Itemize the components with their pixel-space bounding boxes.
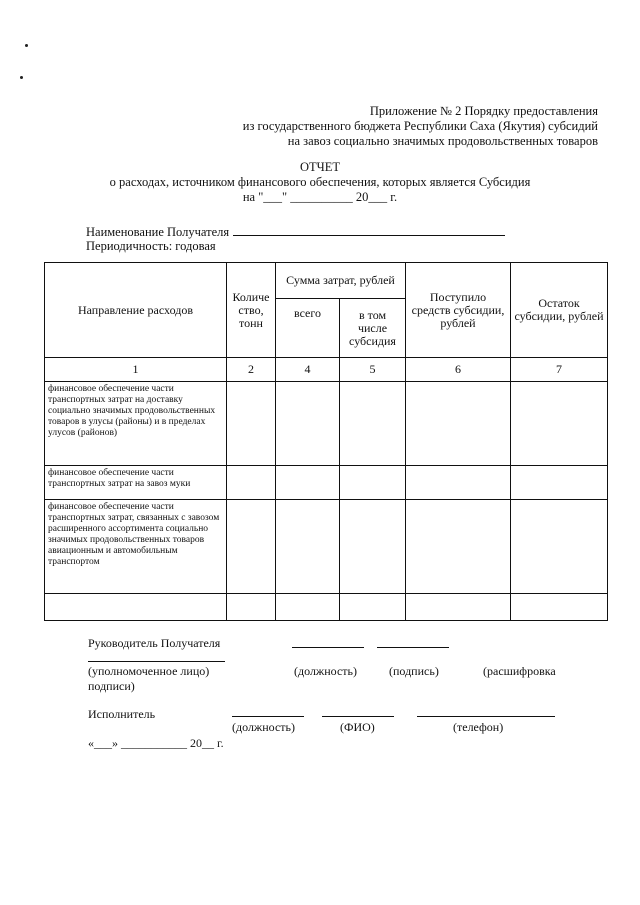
authorized-line <box>88 661 225 662</box>
column-number: 6 <box>406 358 511 382</box>
appendix-note <box>243 104 598 149</box>
table-cell <box>340 382 406 466</box>
table-cell <box>406 594 511 621</box>
table-cell <box>276 382 340 466</box>
row-direction: финансовое обеспечение части транспортных затрат, связанных с завозом расширенного ассортимента социально значимых продовольственных товаров авиационным и автомобильным транспортом <box>45 500 227 594</box>
executor-phone-caption: (телефон) <box>453 720 504 734</box>
header-total: всего <box>276 299 340 358</box>
table-cell <box>276 594 340 621</box>
table-cell <box>406 466 511 500</box>
decoding-caption-cont: подписи) <box>88 679 135 693</box>
appendix-line: из государственного бюджета Республики Саха (Якутия) субсидий <box>242 119 598 133</box>
column-number: 2 <box>227 358 276 382</box>
row-direction: финансовое обеспечение части транспортных затрат на завоз муки <box>45 466 227 500</box>
table-cell <box>227 500 276 594</box>
head-position-line <box>292 647 364 648</box>
report-title <box>0 160 640 205</box>
scan-speck <box>25 44 28 47</box>
table-row <box>45 466 608 500</box>
executor-position-line <box>232 716 304 717</box>
executor-fio-line <box>322 716 394 717</box>
table-row <box>45 382 608 466</box>
table-cell <box>340 500 406 594</box>
column-number: 4 <box>276 358 340 382</box>
periodicity: Периодичность: годовая <box>86 239 216 253</box>
header-incl-subsidy: в том числе субсидия <box>340 299 406 358</box>
appendix-line: Приложение № 2 Порядку предоставления <box>369 104 598 118</box>
signature-caption: (подпись) <box>389 664 439 678</box>
header-direction: Направление расходов <box>45 263 227 358</box>
header-quantity: Количе ство, тонн <box>227 263 276 358</box>
signature-date: «___» ___________ 20__ г. <box>88 736 224 750</box>
table-cell <box>227 382 276 466</box>
executor-phone-line <box>417 716 555 717</box>
table-cell <box>340 466 406 500</box>
decoding-caption: (расшифровка <box>483 664 556 678</box>
column-number: 5 <box>340 358 406 382</box>
header-sum: Сумма затрат, рублей <box>276 263 406 299</box>
head-signature-line <box>377 647 449 648</box>
scan-speck <box>20 76 23 79</box>
table-row <box>45 500 608 594</box>
head-label: Руководитель Получателя <box>88 636 221 650</box>
appendix-line: на завоз социально значимых продовольственных товаров <box>287 134 598 148</box>
executor-label: Исполнитель <box>88 707 156 721</box>
table-cell <box>511 382 608 466</box>
table-cell <box>340 594 406 621</box>
position-caption: (должность) <box>294 664 357 678</box>
table-cell <box>276 500 340 594</box>
table-cell <box>276 466 340 500</box>
recipient-name-field <box>233 224 505 236</box>
recipient-name-label: Наименование Получателя <box>86 225 230 239</box>
report-date-line: на "___" __________ 20___ г. <box>242 190 398 204</box>
report-subtitle: о расходах, источником финансового обеспечения, которых является Субсидия <box>109 175 531 189</box>
executor-position-caption: (должность) <box>232 720 295 734</box>
table-cell <box>511 594 608 621</box>
row-direction: финансовое обеспечение части транспортных затрат на доставку социально значимых продовольственных товаров в улусы (районы) и в пределах улусов (районов) <box>45 382 227 466</box>
table-cell <box>406 382 511 466</box>
table-cell <box>511 466 608 500</box>
recipient-block <box>86 224 505 253</box>
header-received: Поступило средств субсидии, рублей <box>406 263 511 358</box>
table-cell <box>406 500 511 594</box>
column-number: 1 <box>45 358 227 382</box>
table-cell <box>511 500 608 594</box>
table-cell <box>227 466 276 500</box>
report-heading: ОТЧЕТ <box>299 160 341 174</box>
table-row <box>45 594 608 621</box>
expense-table <box>44 262 608 621</box>
executor-fio-caption: (ФИО) <box>340 720 375 734</box>
table-cell <box>45 594 227 621</box>
header-remainder: Остаток субсидии, рублей <box>511 263 608 358</box>
table-cell <box>227 594 276 621</box>
authorized-caption: (уполномоченное лицо) <box>88 664 210 678</box>
column-number: 7 <box>511 358 608 382</box>
